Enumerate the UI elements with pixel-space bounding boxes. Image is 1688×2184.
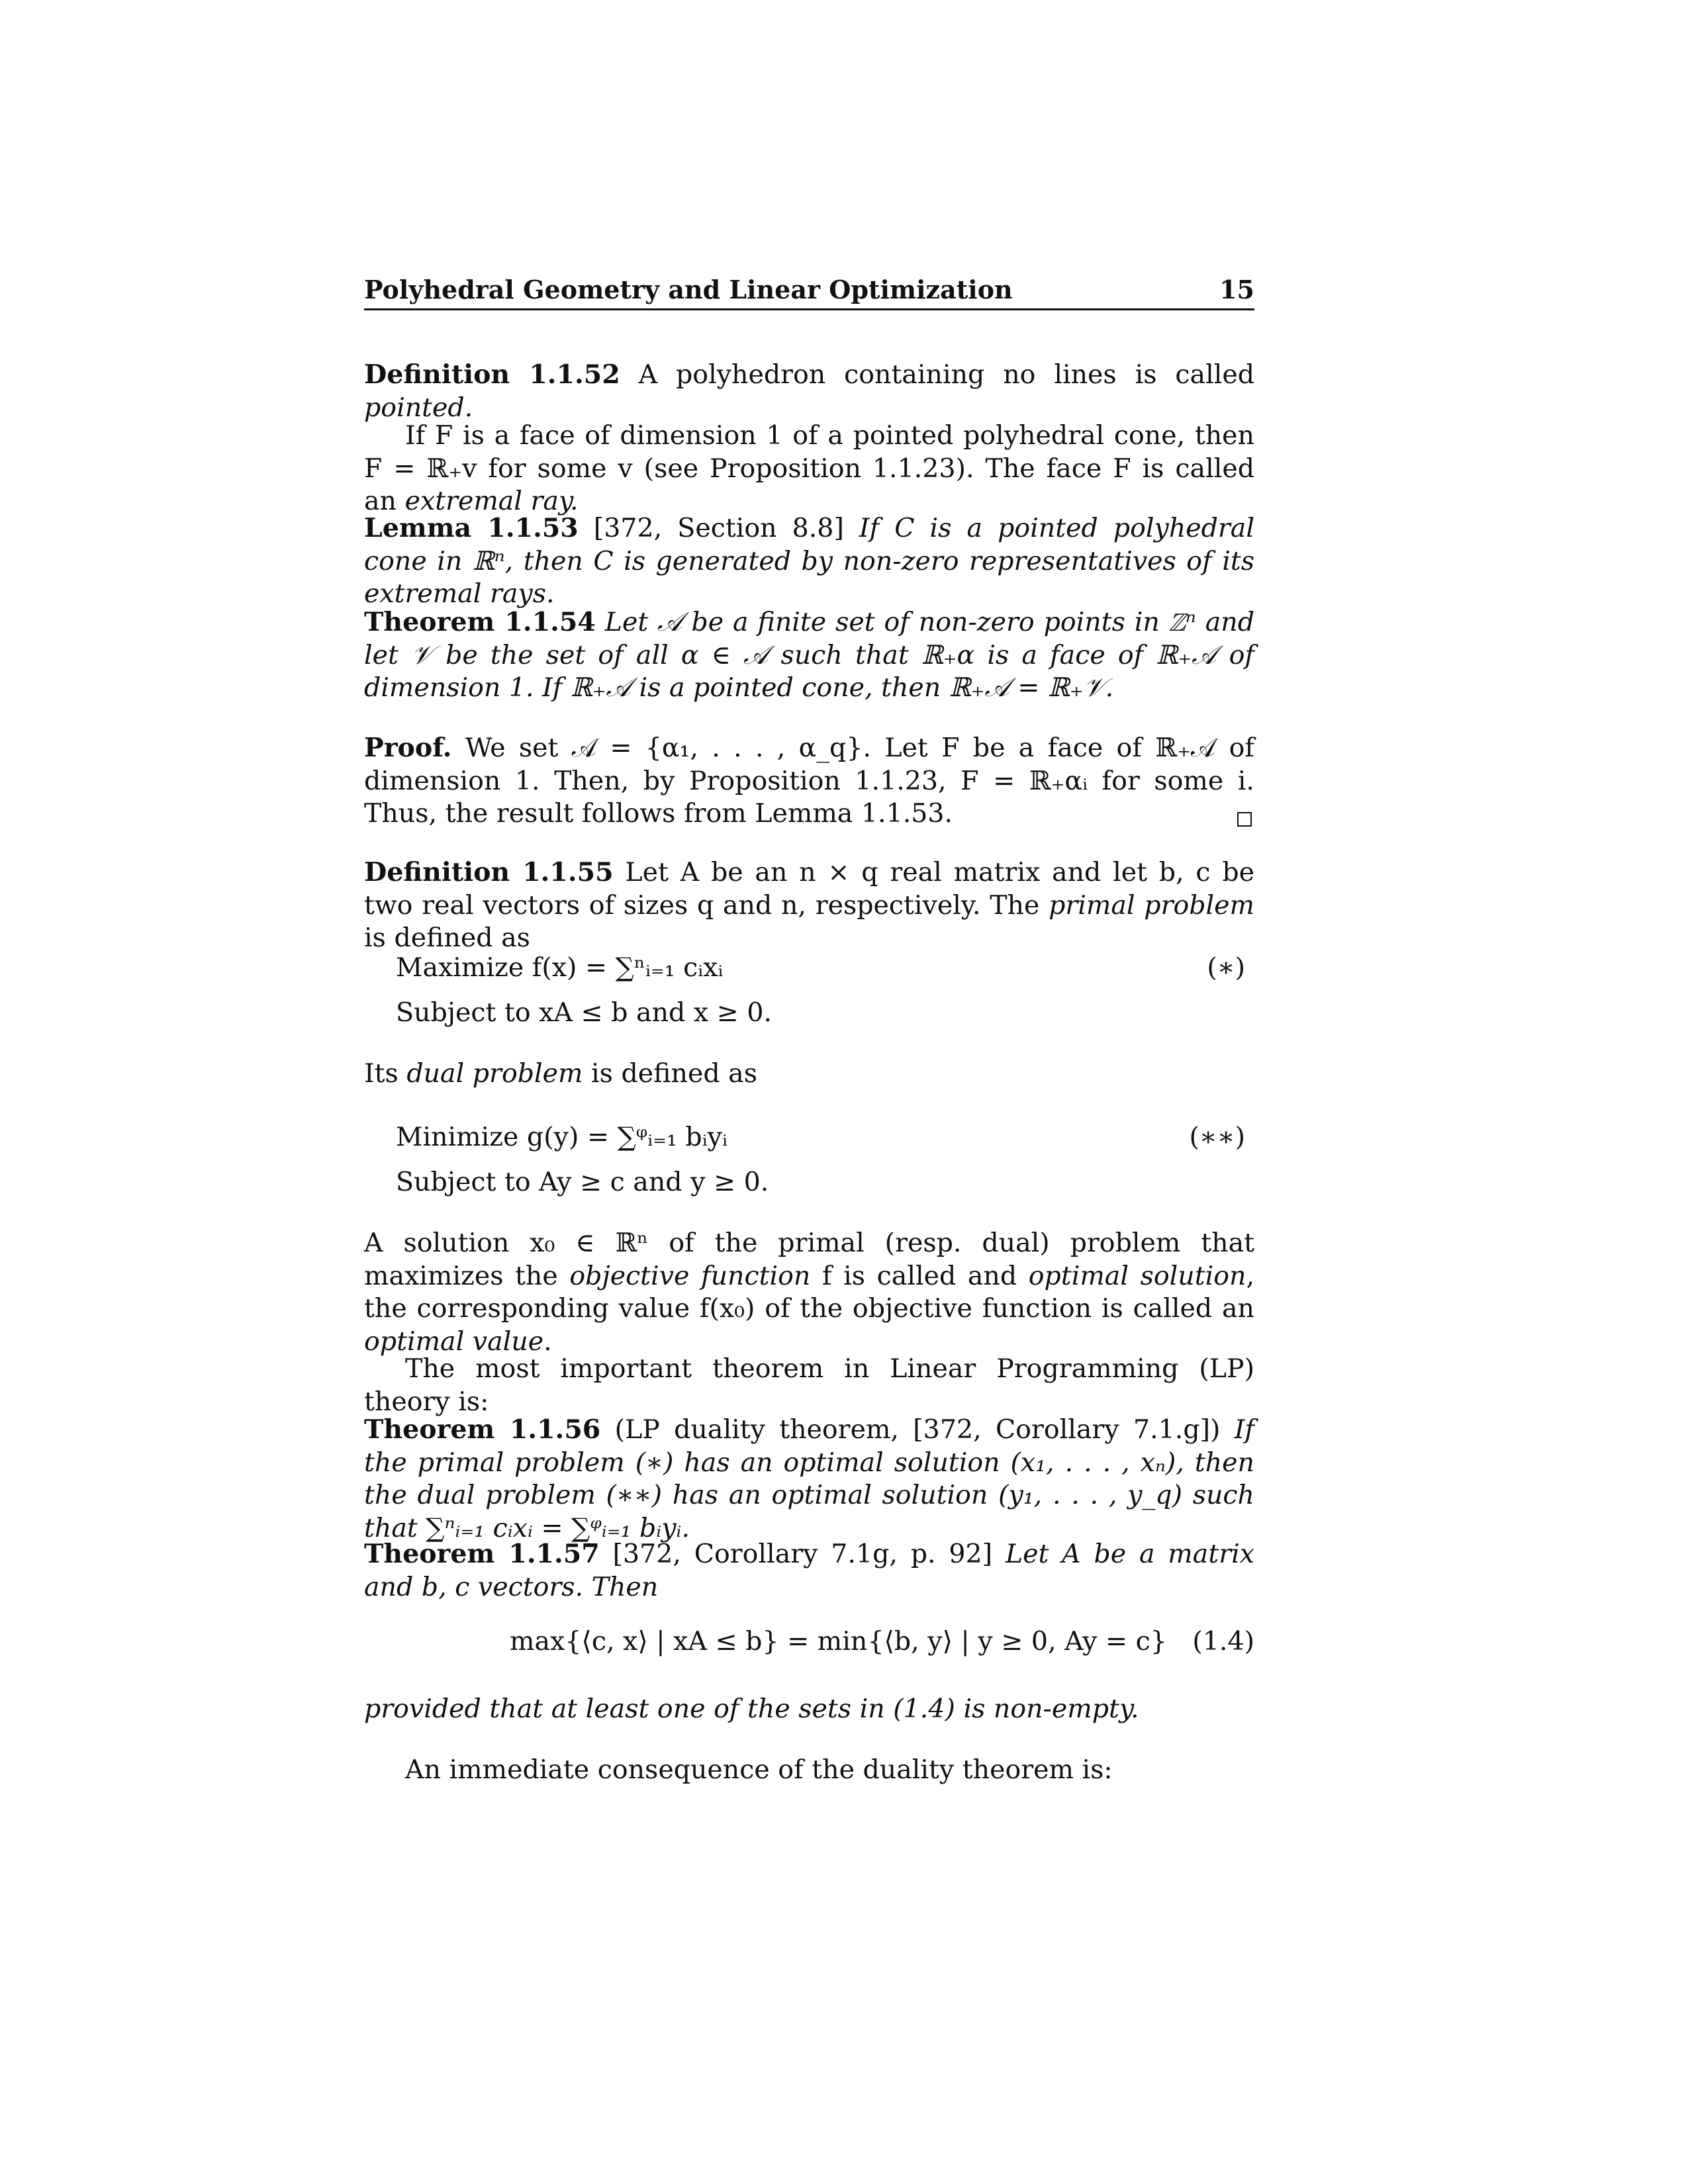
dual-constraint — [396, 1166, 1254, 1199]
proof-theorem-1-1-54 — [364, 732, 1254, 831]
dual-objective — [396, 1121, 1254, 1154]
dual-intro — [364, 1058, 1254, 1091]
proof-text: We set 𝒜 = {α₁, . . . , α_q}. Let F be a face of ℝ₊𝒜 of dimension 1. Then, by Proposition 1.1.23, F = ℝ₊αᵢ for some i. Thus, the result follows from Lemma 1.1.53. — [364, 733, 1254, 829]
dual-objective-text: Minimize g(y) = ∑ᵠᵢ₌₁ bᵢyᵢ — [396, 1122, 727, 1152]
definition-text-end: is defined as — [364, 923, 530, 953]
theorem-statement: provided that at least one of the sets in (1.4) is non-empty. — [364, 1694, 1139, 1724]
theorem-statement: If the primal problem (∗) has an optimal solution (x₁, . . . , xₙ), then the dual problem (∗∗) has an optimal solution (y₁, . . . , y_q) such that ∑ⁿᵢ₌₁ cᵢxᵢ = ∑ᵠᵢ₌₁ bᵢyᵢ. — [364, 1414, 1254, 1543]
paragraph-extremal-ray — [364, 420, 1254, 518]
defined-term: dual problem — [406, 1058, 583, 1089]
equation-tag: (∗∗) — [1189, 1122, 1245, 1152]
primal-constraint — [396, 997, 1254, 1030]
defined-term: primal problem — [1049, 889, 1254, 921]
qed-box-icon — [1237, 812, 1252, 827]
lemma-label: Lemma 1.1.53 — [364, 513, 579, 543]
primal-constraint-text: Subject to xA ≤ b and x ≥ 0. — [396, 997, 773, 1028]
citation: [372, Section 8.8] — [593, 513, 844, 543]
theorem-label: Theorem 1.1.56 — [364, 1414, 601, 1445]
equation-tag: (1.4) — [1192, 1626, 1254, 1657]
book-page — [364, 0, 1254, 2184]
dual-constraint-text: Subject to Ay ≥ c and y ≥ 0. — [396, 1167, 769, 1197]
theorem-statement: Let 𝒜 be a finite set of non-zero points in ℤⁿ and let 𝒱 be the set of all α ∈ 𝒜 such that ℝ₊α is a face of ℝ₊𝒜 of dimension 1. If ℝ₊𝒜 is a pointed cone, then ℝ₊𝒜 = ℝ₊𝒱. — [364, 607, 1254, 703]
definition-text: Let A be an n × q real matrix and let b, c be two real vectors of sizes q and n, respectively. The — [364, 857, 1254, 921]
paragraph-text: An immediate consequence of the duality theorem is: — [405, 1754, 1113, 1785]
dual-intro-text: Its — [364, 1058, 399, 1089]
defined-term: extremal ray. — [404, 486, 579, 516]
equation-tag: (∗) — [1207, 952, 1245, 983]
paragraph-lp-intro — [364, 1353, 1254, 1418]
definition-1-1-52 — [364, 359, 1254, 424]
proof-label: Proof. — [364, 733, 452, 763]
paragraph-text: f is called and — [821, 1260, 1017, 1291]
defined-term: optimal solution — [1028, 1260, 1246, 1291]
theorem-1-1-54 — [364, 606, 1254, 705]
theorem-label: Theorem 1.1.54 — [364, 607, 596, 637]
theorem-1-1-57 — [364, 1538, 1254, 1604]
paragraph-text: A solution x₀ ∈ ℝⁿ of the primal (resp. dual) problem that maximizes the — [364, 1228, 1254, 1291]
lemma-statement: If C is a pointed polyhedral cone in ℝⁿ, then C is generated by non-zero representatives of its extremal rays. — [364, 513, 1254, 609]
paragraph-text: If F is a face of dimension 1 of a pointed polyhedral cone, then F = ℝ₊v for some v (see Proposition 1.1.23). The face F is called an — [364, 420, 1254, 516]
definition-1-1-55 — [364, 856, 1254, 955]
running-title: Polyhedral Geometry and Linear Optimization — [364, 275, 1013, 304]
defined-term: objective function — [569, 1260, 811, 1291]
running-header — [364, 271, 1254, 310]
equation-1-4-math: max{⟨c, x⟩ | xA ≤ b} = min{⟨b, y⟩ | y ≥ 0, Ay = c} — [510, 1626, 1167, 1657]
citation: [372, Corollary 7.1g, p. 92] — [612, 1539, 993, 1569]
lemma-1-1-53 — [364, 512, 1254, 611]
defined-term: pointed. — [364, 392, 473, 423]
paragraph-consequence — [364, 1754, 1254, 1787]
primal-objective — [396, 952, 1254, 985]
theorem-statement: Let A be a matrix and b, c vectors. Then — [364, 1539, 1254, 1602]
theorem-label: Theorem 1.1.57 — [364, 1539, 600, 1569]
paragraph-text: . — [543, 1326, 552, 1357]
definition-label: Definition 1.1.52 — [364, 359, 620, 390]
page-number: 15 — [1219, 275, 1254, 304]
paragraph-text: The most important theorem in Linear Programming (LP) theory is: — [364, 1353, 1254, 1417]
theorem-1-1-57-continuation — [364, 1693, 1254, 1726]
theorem-1-1-56 — [364, 1414, 1254, 1545]
paragraph-optimal-solution — [364, 1227, 1254, 1358]
citation: (LP duality theorem, [372, Corollary 7.1.g]) — [614, 1414, 1221, 1445]
dual-intro-text-end: is defined as — [591, 1058, 757, 1089]
defined-term: optimal value — [364, 1326, 544, 1357]
equation-1-4 — [364, 1625, 1254, 1659]
definition-text: A polyhedron containing no lines is called — [638, 359, 1254, 390]
primal-objective-text: Maximize f(x) = ∑ⁿᵢ₌₁ cᵢxᵢ — [396, 952, 724, 983]
paragraph-text: , the corresponding value f(x₀) of the objective function is called an — [364, 1260, 1254, 1324]
definition-label: Definition 1.1.55 — [364, 857, 614, 887]
